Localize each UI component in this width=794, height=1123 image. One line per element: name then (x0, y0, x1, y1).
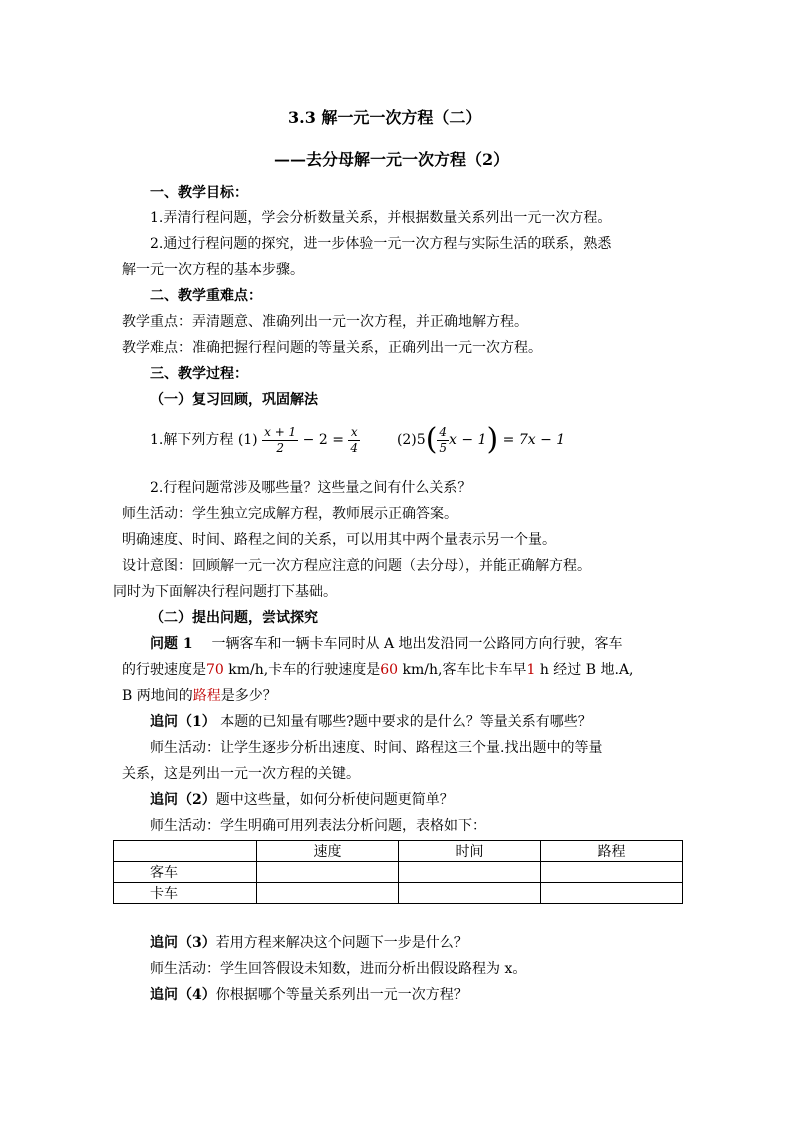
problem-text-2b: km/h,卡车的行驶速度是 (228, 662, 381, 678)
followup-2-text: 题中这些量，如何分析使问题更简单？ (215, 792, 454, 808)
activity-2-line2: 关系，这是列出一元一次方程的关键。 (122, 766, 360, 782)
followup-4 (150, 985, 468, 1005)
eq1-denominator: 2 (276, 440, 284, 455)
eq2-inner-tail: x − 1 (449, 432, 487, 448)
eq2-rhs: = 7x − 1 (502, 432, 566, 448)
followup-2 (150, 790, 454, 810)
table-header-cell: 时间 (399, 841, 541, 862)
problem-label: 问题 1 (150, 636, 193, 652)
table-header-row (114, 841, 683, 862)
followup-4-label: 追问（4） (150, 987, 216, 1003)
problem-text-2a: 的行驶速度是 (122, 662, 206, 678)
section1-heading: 一、教学目标： (150, 185, 248, 201)
eq2-inner-numerator: 4 (439, 424, 448, 439)
section2-heading: 二、教学重难点： (150, 288, 262, 304)
key-point: 教学重点：弄清题意、准确列出一元一次方程，并正确地解方程。 (122, 314, 528, 330)
eq1-rhs-denominator: 4 (350, 440, 359, 455)
difficult-point: 教学难点：准确把握行程问题的等量关系，正确列出一元一次方程。 (122, 340, 542, 356)
eq1-label: (1) (237, 432, 258, 448)
design-intent-line1: 设计意图：回顾解一元一次方程应注意的问题（去分母），并能正确解方程。 (122, 558, 591, 574)
speed-bus: 70 (206, 662, 224, 678)
problem-text-2d: h 经过 B 地.A, (539, 662, 634, 678)
followup-3-label: 追问（3） (150, 935, 216, 951)
eq2-inner-denominator: 5 (439, 440, 448, 455)
hours-earlier: 1 (526, 662, 536, 678)
problem-text-2c: km/h,客车比卡车早 (402, 662, 527, 678)
table-row (114, 883, 683, 904)
activity-1: 师生活动：学生独立完成解方程，教师展示正确答案。 (122, 506, 458, 522)
table-cell (399, 883, 541, 904)
table-cell: 客车 (114, 862, 257, 883)
eq1-numerator: x + 1 (264, 424, 297, 439)
goal-item-1: 1.弄清行程问题，学会分析数量关系，并根据数量关系列出一元一次方程。 (150, 210, 612, 226)
problem-line1 (150, 634, 623, 654)
equation-intro: 1.解下列方程 (150, 432, 234, 448)
followup-1 (150, 712, 592, 732)
table-row (114, 862, 683, 883)
problem-text-3a: B 两地间的 (122, 688, 193, 704)
clarify-text: 明确速度、时间、路程之间的关系，可以用其中两个量表示另一个量。 (122, 532, 556, 548)
followup-4-text: 你根据哪个等量关系列出一元一次方程？ (215, 987, 468, 1003)
eq1-rhs-numerator: x (348, 425, 360, 441)
section3-heading: 三、教学过程： (150, 366, 248, 382)
problem-text-1: 一辆客车和一辆卡车同时从 A 地出发沿同一公路同方向行驶，客车 (211, 636, 623, 652)
page-title: 3.3 解一元一次方程（二） (288, 108, 482, 127)
activity-2-line1: 师生活动：让学生逐步分析出速度、时间、路程这三个量.找出题中的等量 (150, 740, 603, 756)
table-cell: 卡车 (114, 883, 257, 904)
table-header-cell: 速度 (257, 841, 399, 862)
table-cell (399, 862, 541, 883)
table-cell (541, 883, 683, 904)
table-cell (257, 883, 399, 904)
followup-2-label: 追问（2） (150, 792, 216, 808)
design-intent-line2: 同时为下面解决行程问题打下基础。 (113, 584, 337, 600)
part2-heading: （二）提出问题，尝试探究 (150, 610, 318, 626)
table-header-cell: 路程 (541, 841, 683, 862)
eq2-inner-fraction (437, 425, 449, 456)
followup-3-text: 若用方程来解决这个问题下一步是什么？ (215, 935, 468, 951)
equation-row: 1.解下列方程 (1) $\frac{x + 1}{2}$ − 2 = $\frac{x}{4}$ (2)5( $\frac{4}{5}$ x − 1) = 7x − 1 (150, 422, 566, 457)
speed-truck: 60 (380, 662, 399, 678)
part1-heading: （一）复习回顾，巩固解法 (150, 392, 318, 408)
followup-1-text: 本题的已知量有哪些?题中要求的是什么？等量关系有哪些？ (220, 714, 592, 730)
table-cell (541, 862, 683, 883)
eq1-fraction (262, 425, 298, 456)
question-2: 2.行程问题常涉及哪些量？这些量之间有什么关系？ (150, 480, 472, 496)
table-cell (257, 862, 399, 883)
distance-highlight: 路程 (192, 688, 221, 704)
problem-line2 (122, 660, 634, 680)
activity-3: 师生活动：学生明确可用列表法分析问题，表格如下： (150, 818, 486, 834)
eq2-label: (2)5 (396, 432, 426, 448)
eq1-rhs-fraction (348, 425, 360, 456)
goal-item-2-line1: 2.通过行程问题的探究，进一步体验一元一次方程与实际生活的联系，熟悉 (150, 236, 612, 252)
analysis-table (113, 840, 683, 904)
goal-item-2-line2: 解一元一次方程的基本步骤。 (122, 262, 304, 278)
page-subtitle: ——去分母解一元一次方程（2） (274, 150, 510, 169)
followup-3 (150, 933, 468, 953)
followup-1-label: 追问（1） (150, 714, 216, 730)
activity-4: 师生活动：学生回答假设未知数，进而分析出假设路程为 x。 (150, 961, 527, 977)
problem-line3 (122, 686, 277, 706)
problem-text-3b: 是多少？ (220, 688, 277, 704)
eq1-middle: − 2 = (302, 432, 344, 448)
table-header-cell (114, 841, 257, 862)
